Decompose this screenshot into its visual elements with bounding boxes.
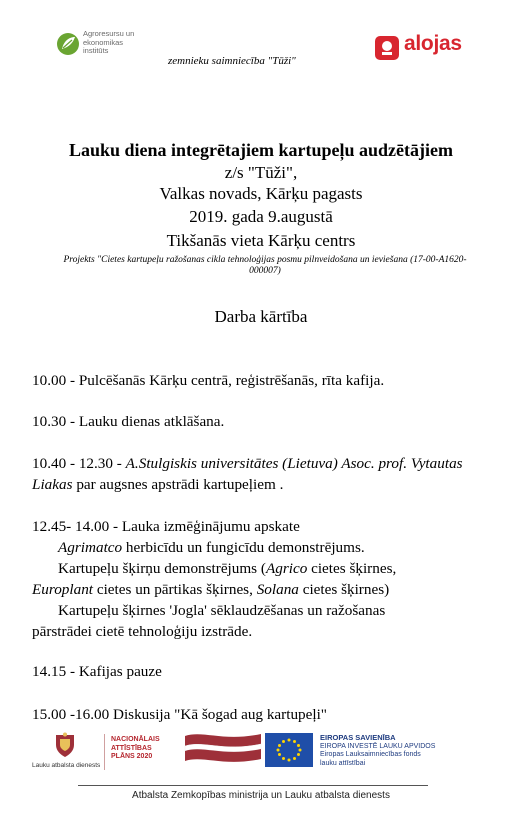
eu-funding-text <box>320 734 435 768</box>
lad-logo-text: Lauku atbalsta dienests <box>32 762 101 769</box>
nap-2020-logo <box>104 734 169 770</box>
subtitle-line: Tikšanās vieta Kārķu centrs <box>166 231 356 250</box>
agenda-time: 10.40 - 12.30 - <box>32 455 126 472</box>
agenda-heading: Darba kārtība <box>214 307 308 326</box>
agro-logo-line: ekonomikas <box>83 37 124 47</box>
nap-logo-line: NACIONĀLAIS <box>111 736 160 743</box>
eu-flag-icon <box>265 733 313 767</box>
agenda-subitem-continued: pārstrādei cietē tehnoloģiju izstrāde. <box>32 623 253 640</box>
agenda-subitem <box>32 537 502 558</box>
alojas-logo-text: alojas <box>404 32 462 55</box>
eu-heading: EIROPAS SAVIENĪBA <box>320 733 396 742</box>
agenda-item <box>32 453 502 495</box>
nap-logo-line: PLĀNS 2020 <box>111 753 153 760</box>
leaf-icon <box>56 30 80 58</box>
agenda-text: cietes un pārtikas šķirnes, <box>93 581 257 598</box>
lad-logo <box>32 732 102 772</box>
company-name: Solana <box>256 581 299 598</box>
agenda-item-heading: 12.45- 14.00 - Lauka izmēģinājumu apskate <box>32 518 300 535</box>
subtitle-line: z/s "Tūži", <box>224 163 298 182</box>
agenda-speaker: A.Stulgiskis universitātes (Lietuva) Asoc. prof. Vytautas Liakas <box>32 455 463 493</box>
alojas-badge-icon <box>374 35 400 61</box>
agenda-subitem <box>32 558 502 579</box>
eu-line: EIROPA INVESTĒ LAUKU APVIDOS <box>320 742 436 750</box>
coat-of-arms-icon <box>54 732 76 758</box>
agenda-text: Kartupeļu šķirņu demonstrējums ( <box>58 560 266 577</box>
eu-line: lauku attīstībai <box>320 759 366 767</box>
agenda-text: par augsnes apstrādi kartupeļiem . <box>72 476 284 493</box>
subtitle-line: 2019. gada 9.augustā <box>189 207 333 226</box>
nap-logo-line: ATTĪSTĪBAS <box>111 744 152 752</box>
agro-institute-logo <box>56 28 166 62</box>
alojas-logo <box>372 32 482 64</box>
agenda-subitem-continued <box>32 579 502 600</box>
project-note: Projekts "Cietes kartupeļu ražošanas cikla tehnoloģijas posmu pilnveidošana un ieviešana (17-00-A1620-000007) <box>63 255 467 276</box>
agenda-item <box>32 516 502 642</box>
agenda-item: 15.00 -16.00 Diskusija "Kā šogad aug kartupeļi" <box>32 706 328 723</box>
agenda-text: cietes šķirnes, <box>307 560 397 577</box>
footer-divider <box>78 785 428 786</box>
company-name: Europlant <box>32 581 94 598</box>
agro-logo-line: institūts <box>83 46 109 55</box>
agenda-item: 10.00 - Pulcēšanās Kārķu centrā, reģistrēšanās, rīta kafija. <box>32 372 385 389</box>
company-name: Agrico <box>265 560 308 577</box>
page-title: Lauku diena integrētajiem kartupeļu audzētājiem <box>69 140 453 160</box>
support-statement: Atbalsta Zemkopības ministrija un Lauku atbalsta dienests <box>132 790 390 801</box>
agro-logo-line: Agroresursu un <box>83 29 135 38</box>
latvian-flag-ribbon-icon <box>183 728 263 768</box>
agenda-item: 14.15 - Kafijas pauze <box>32 663 162 680</box>
farm-name: zemnieku saimniecība "Tūži" <box>168 55 296 67</box>
agenda-text: cietes šķirnes) <box>298 581 390 598</box>
company-name: Agrimatco <box>58 539 123 556</box>
agenda-item: 10.30 - Lauku dienas atklāšana. <box>32 413 225 430</box>
eu-line: Eiropas Lauksaimniecības fonds <box>320 751 421 758</box>
agenda-text: herbicīdu un fungicīdu demonstrējums. <box>122 539 365 556</box>
agenda-subitem: Kartupeļu šķirnes 'Jogla' sēklaudzēšanas un ražošanas <box>58 602 386 619</box>
subtitle-line: Valkas novads, Kārķu pagasts <box>159 184 363 203</box>
